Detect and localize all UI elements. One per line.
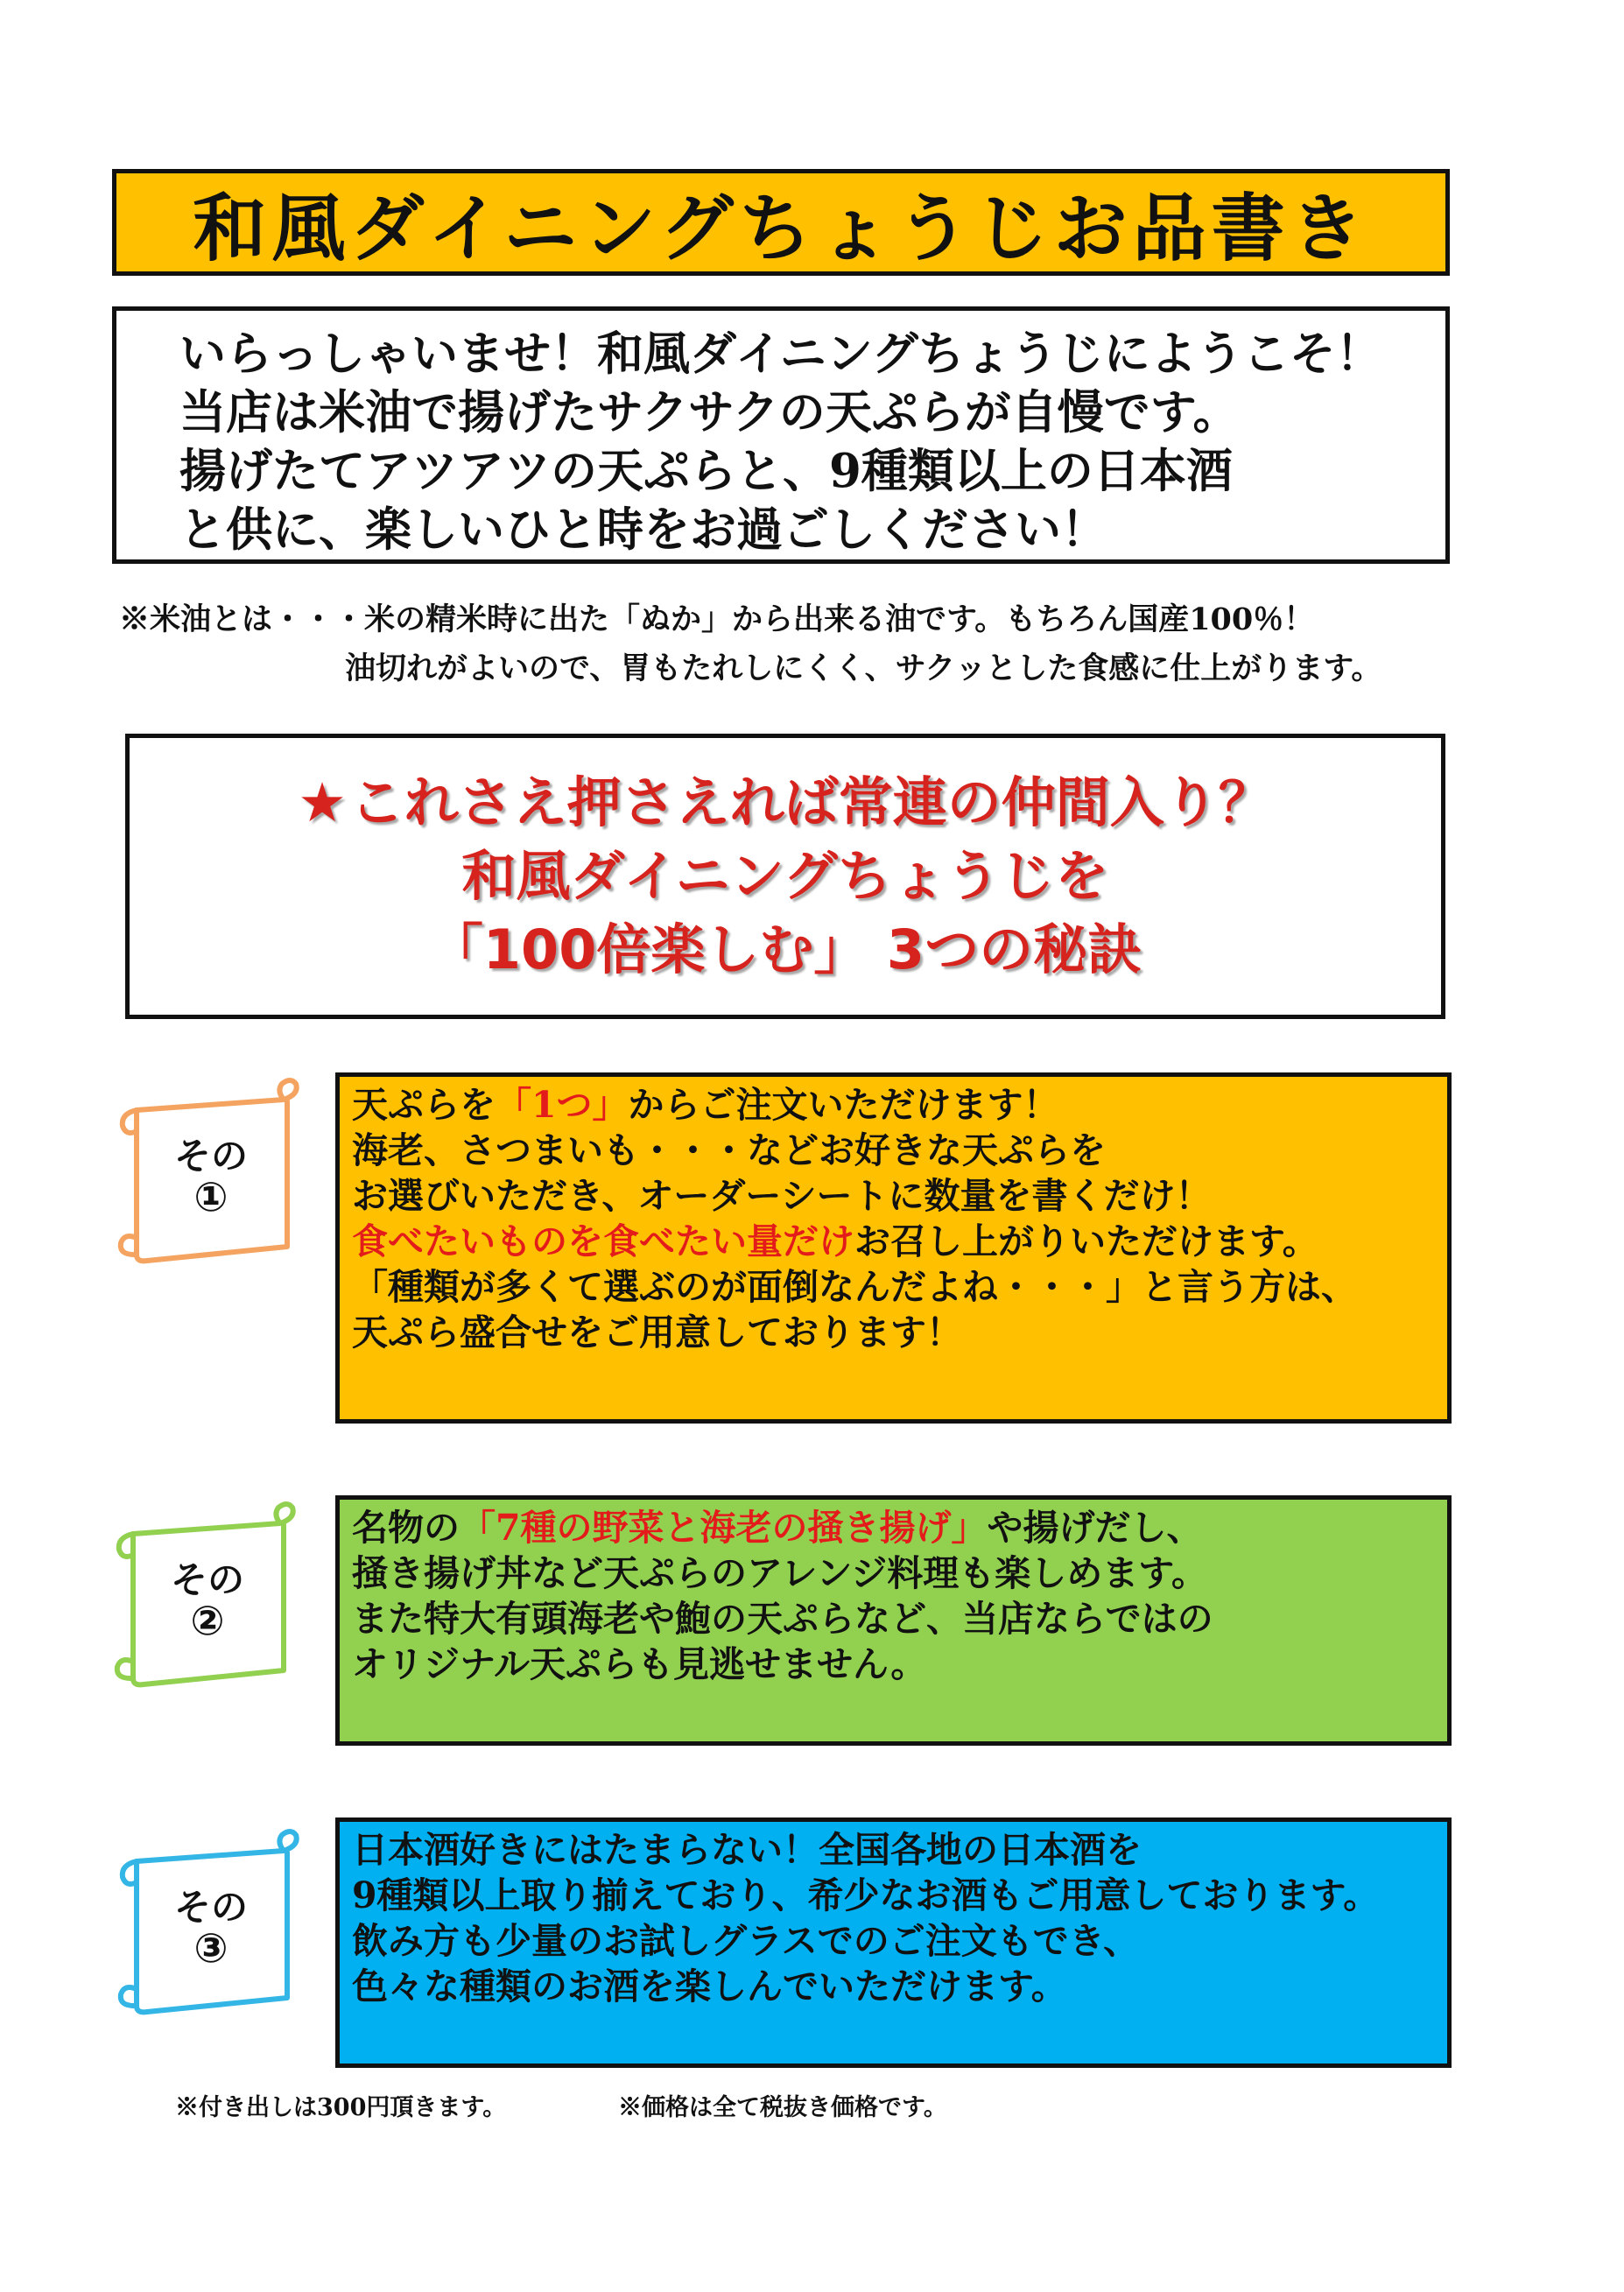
panel-line: 9種類以上取り揃えており、希少なお酒もご用意しております。 xyxy=(352,1874,1380,1916)
rice-oil-note: ※米油とは・・・米の精米時に出た「ぬか」から出来る油です。もちろん国産100％！ xyxy=(119,601,1315,637)
panel-line: オリジナル天ぷらも見逃せません。 xyxy=(352,1643,927,1685)
intro-box xyxy=(112,306,1450,564)
scroll-label-number: ② xyxy=(190,1597,225,1644)
scroll-badge-1 xyxy=(112,1075,313,1268)
secrets-heading-box xyxy=(125,734,1445,1019)
scroll-badge-2 xyxy=(109,1499,310,1691)
panel-line: 食べたいものを食べたい量だけお召し上がりいただけます。 xyxy=(352,1220,1318,1262)
scroll-label-number: ③ xyxy=(193,1924,228,1972)
panel-line: 飲み方も少量のお試しグラスでのご注文もでき、 xyxy=(352,1920,1140,1962)
panel-line: 天ぷらを「1つ」からご注文いただけます！ xyxy=(352,1084,1059,1126)
panel-line: 名物の「7種の野菜と海老の掻き揚げ」や揚げだし、 xyxy=(352,1507,1203,1549)
secrets-heading-line-1 xyxy=(298,766,1273,840)
page-title: 和風ダイニングちょうじお品書き xyxy=(193,184,1369,271)
secret-panel-3 xyxy=(335,1817,1452,2068)
scroll-label-number: ① xyxy=(193,1173,228,1220)
rice-oil-note-continued: 油切れがよいので、胃もたれしにくく、サクッとした食感に仕上がります。 xyxy=(345,650,1382,686)
intro-line: いらっしゃいませ！和風ダイニングちょうじにようこそ！ xyxy=(179,327,1382,381)
scroll-label-sono: その xyxy=(173,1886,248,1929)
panel-line: 天ぷら盛合せをご用意しております！ xyxy=(352,1311,962,1353)
scroll-label-sono: その xyxy=(170,1558,244,1601)
panel-line: お選びいただき、オーダーシートに数量を書くだけ！ xyxy=(352,1175,1212,1217)
scroll-label-sono: その xyxy=(173,1135,248,1178)
panel-line: 掻き揚げ丼など天ぷらのアレンジ料理も楽しめます。 xyxy=(352,1552,1208,1594)
panel-line: 色々な種類のお酒を楽しんでいただけます。 xyxy=(352,1965,1067,2007)
panel-line: 日本酒好きにはたまらない！全国各地の日本酒を xyxy=(352,1829,1142,1871)
menu-title-box xyxy=(112,169,1450,276)
intro-line: 揚げたてアツアツの天ぷらと、9種類以上の日本酒 xyxy=(179,444,1233,498)
secrets-heading-text: これさえ押さえれば常連の仲間入り？ xyxy=(349,770,1273,834)
intro-line: と供に、楽しいひと時をお過ごしください！ xyxy=(179,503,1107,557)
scroll-badge-3 xyxy=(112,1826,313,2019)
footer-note-tax: ※価格は全て税抜き価格です。 xyxy=(618,2094,947,2121)
secrets-heading-line-2: 和風ダイニングちょうじを xyxy=(461,844,1109,908)
secret-panel-1 xyxy=(335,1072,1452,1424)
footer-note-appetizer: ※付き出しは300円頂きます。 xyxy=(175,2094,507,2121)
panel-line: 海老、さつまいも・・・などお好きな天ぷらを xyxy=(352,1129,1106,1171)
intro-line: 当店は米油で揚げたサクサクの天ぷらが自慢です。 xyxy=(179,385,1240,439)
secrets-heading-line-3: 「100倍楽しむ」 3つの秘訣 xyxy=(428,918,1142,981)
star-icon: ★ xyxy=(298,770,347,834)
panel-line: また特大有頭海老や鮑の天ぷらなど、当店ならではの xyxy=(352,1598,1213,1640)
secret-panel-2 xyxy=(335,1495,1452,1746)
panel-line: 「種類が多くて選ぶのが面倒なんだよね・・・」と言う方は、 xyxy=(352,1266,1357,1308)
